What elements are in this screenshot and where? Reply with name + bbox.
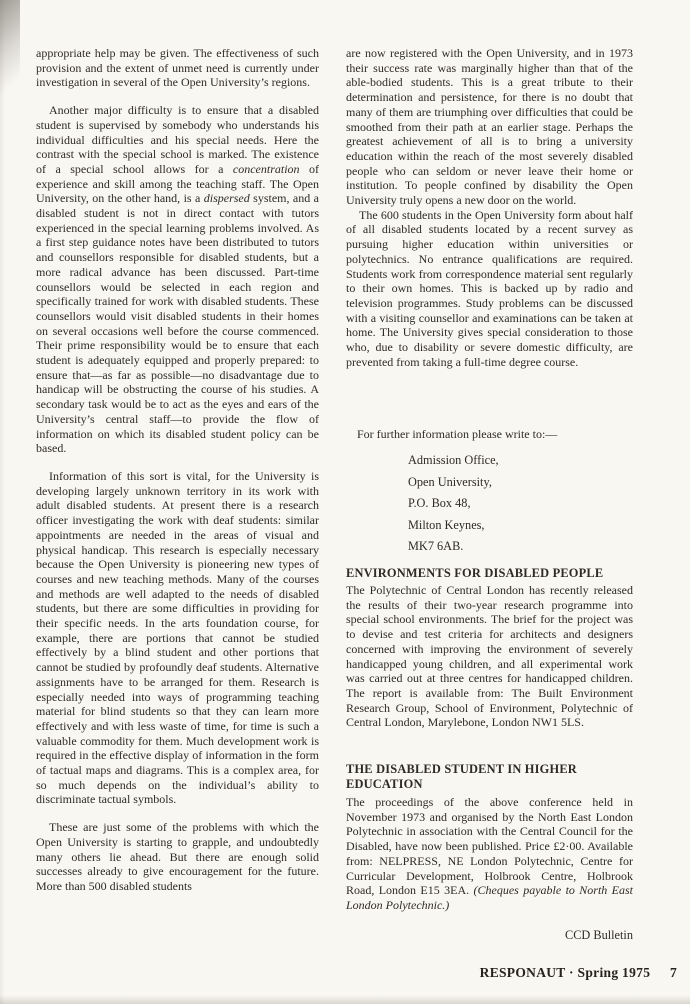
journal-name: RESPONAUT [479,965,566,980]
scan-smudge-artifact [0,0,20,110]
page-number: 7 [669,965,677,980]
section-heading-environments: ENVIRONMENTS FOR DISABLED PEOPLE [346,566,604,580]
address-block [346,450,690,558]
address-line: Admission Office, [408,453,499,467]
page-footer [480,965,677,981]
address-line: MK7 6AB. [408,539,464,554]
section-heading-disabled-student: THE DISABLED STUDENT IN HIGHER EDUCATION [346,762,577,792]
italic-text: concentration [232,161,300,176]
paragraph [346,795,633,913]
paragraph-text: The proceedings of the above conference held in November 1973 and organised by the North East London Polytechnic in association with the Central Council for the Disabled, have now been published. Price £2·00. Available from: NELPRESS, NE London Polytechnic, Centre for Curricular Development, Holbrook Centre, Holbrook Road, London E15 3EA. [346,795,633,898]
paragraph: appropriate help may be given. The effectiveness of such provision and the extent of unmet need is currently under investigation in several of the Open University’s regions. [36,46,319,90]
footer-separator: · [569,965,574,980]
left-column [36,46,319,894]
address-line: Milton Keynes, [408,517,485,532]
issue-date: Spring 1975 [577,965,651,980]
paragraph [36,103,319,456]
right-column [346,46,633,966]
italic-text: (Cheques payable to North East London Polytechnic.) [346,883,633,912]
paragraph: are now registered with the Open University, and in 1973 their success rate was marginally higher than that of the able-bodied students. This is a great tribute to their determination and persistence, for there is no doubt that many of them are triumphing over difficulties that could be smoothed from their path at an earlier stage. Perhaps the greatest achievement of all is to bring a university education within the reach of the most severely disabled people who can seldom or never leave their home or institution. To people confined by disability the Open University truly opens a new door on the world. [346,46,633,208]
write-to-line: For further information please write to:— [357,427,558,441]
paragraph-text: of experience and skill among the teaching staff. The Open University, on the other hand, is a [36,161,319,206]
paragraph-text: Another major difficulty is to ensure that a disabled student is supervised by somebody who understands his individual difficulties and his special needs. Here the contrast with the special school is marked. The existence of a special school allows for a [36,103,319,176]
paragraph-text: system, and a disabled student is not in direct contact with tutors experienced in the special learning problems involved. As a first step guidance notes have been distributed to tutors and counsellors responsible for disabled students, but a more radical advance has been discussed. Part-time counsellors would be selected in each region and specifically trained for work with disabled students. These counsellors would visit disabled students in their homes on several occasions well before the course commenced. Their prime responsibility would be to ensure that each student is adequately equipped and properly prepared: to ensure that—as far as possible—no disadvantage due to handicap will be obstructing the course of his studies. A secondary task would be to act as the eyes and ears of the University’s central staff—to provide the flow of information on which its disabled student policy can be based. [36,191,319,456]
address-line: Open University, [408,474,492,489]
paragraph: Information of this sort is vital, for the University is developing largely unknown territory in its work with adult disabled students. At present there is a research officer investigating the work with deaf students: similar appointments are needed in the areas of visual and physical handicap. This research is especially necessary because the Open University is pioneering new types of courses and new teaching methods. Many of the courses and methods are well adapted to the needs of disabled students, but there are some difficulties in providing for their specific needs. In the arts foundation course, for example, there are portions that cannot be studied effectively by a blind student and other portions that cannot be studied by profoundly deaf students. Alternative assignments have to be arranged for them. Research is especially needed into ways of programming teaching material for blind students so that they can learn more effectively and with less waste of time, for time is such a valuable commodity for them. Much development work is required in the effective display of information in the form of tactual maps and diagrams. This is a complex area, for so much depends on the individual’s ability to discriminate tactual symbols. [36,468,319,807]
address-line: P.O. Box 48, [408,496,471,511]
paragraph: The 600 students in the Open University form about half of all disabled students located by a recent survey as pursuing higher education within universities or polytechnics. No entrance qualifications are required. Students work from correspondence material sent regularly to their own homes. This is backed up by radio and television programmes. Study problems can be discussed with a visiting counsellor and examinations can be taken at home. The University gives special consideration to those who, due to disability or severe domestic difficulty, are prevented from taking a full-time degree course. [346,207,633,369]
paragraph: These are just some of the problems with which the Open University is starting to grapple, and undoubtedly many others lie ahead. But there are enough solid successes already to give encouragement for the future. More than 500 disabled students [36,820,319,893]
scan-bottom-edge-artifact [0,995,690,1004]
italic-text: dispersed [203,191,250,206]
scan-edge-artifact [0,0,5,1004]
paragraph: The Polytechnic of Central London has recently released the results of their two-year research programme into special school environments. The brief for the project was to devise and test criteria for architects and designers concerned with improving the environment of severely handicapped young children, and all experimental work was carried out at three centres for handicapped children. The report is available from: The Built Environment Research Group, School of Environment, Polytechnic of Central London, Marylebone, London NW1 5LS. [346,583,633,730]
attribution: CCD Bulletin [565,928,633,942]
